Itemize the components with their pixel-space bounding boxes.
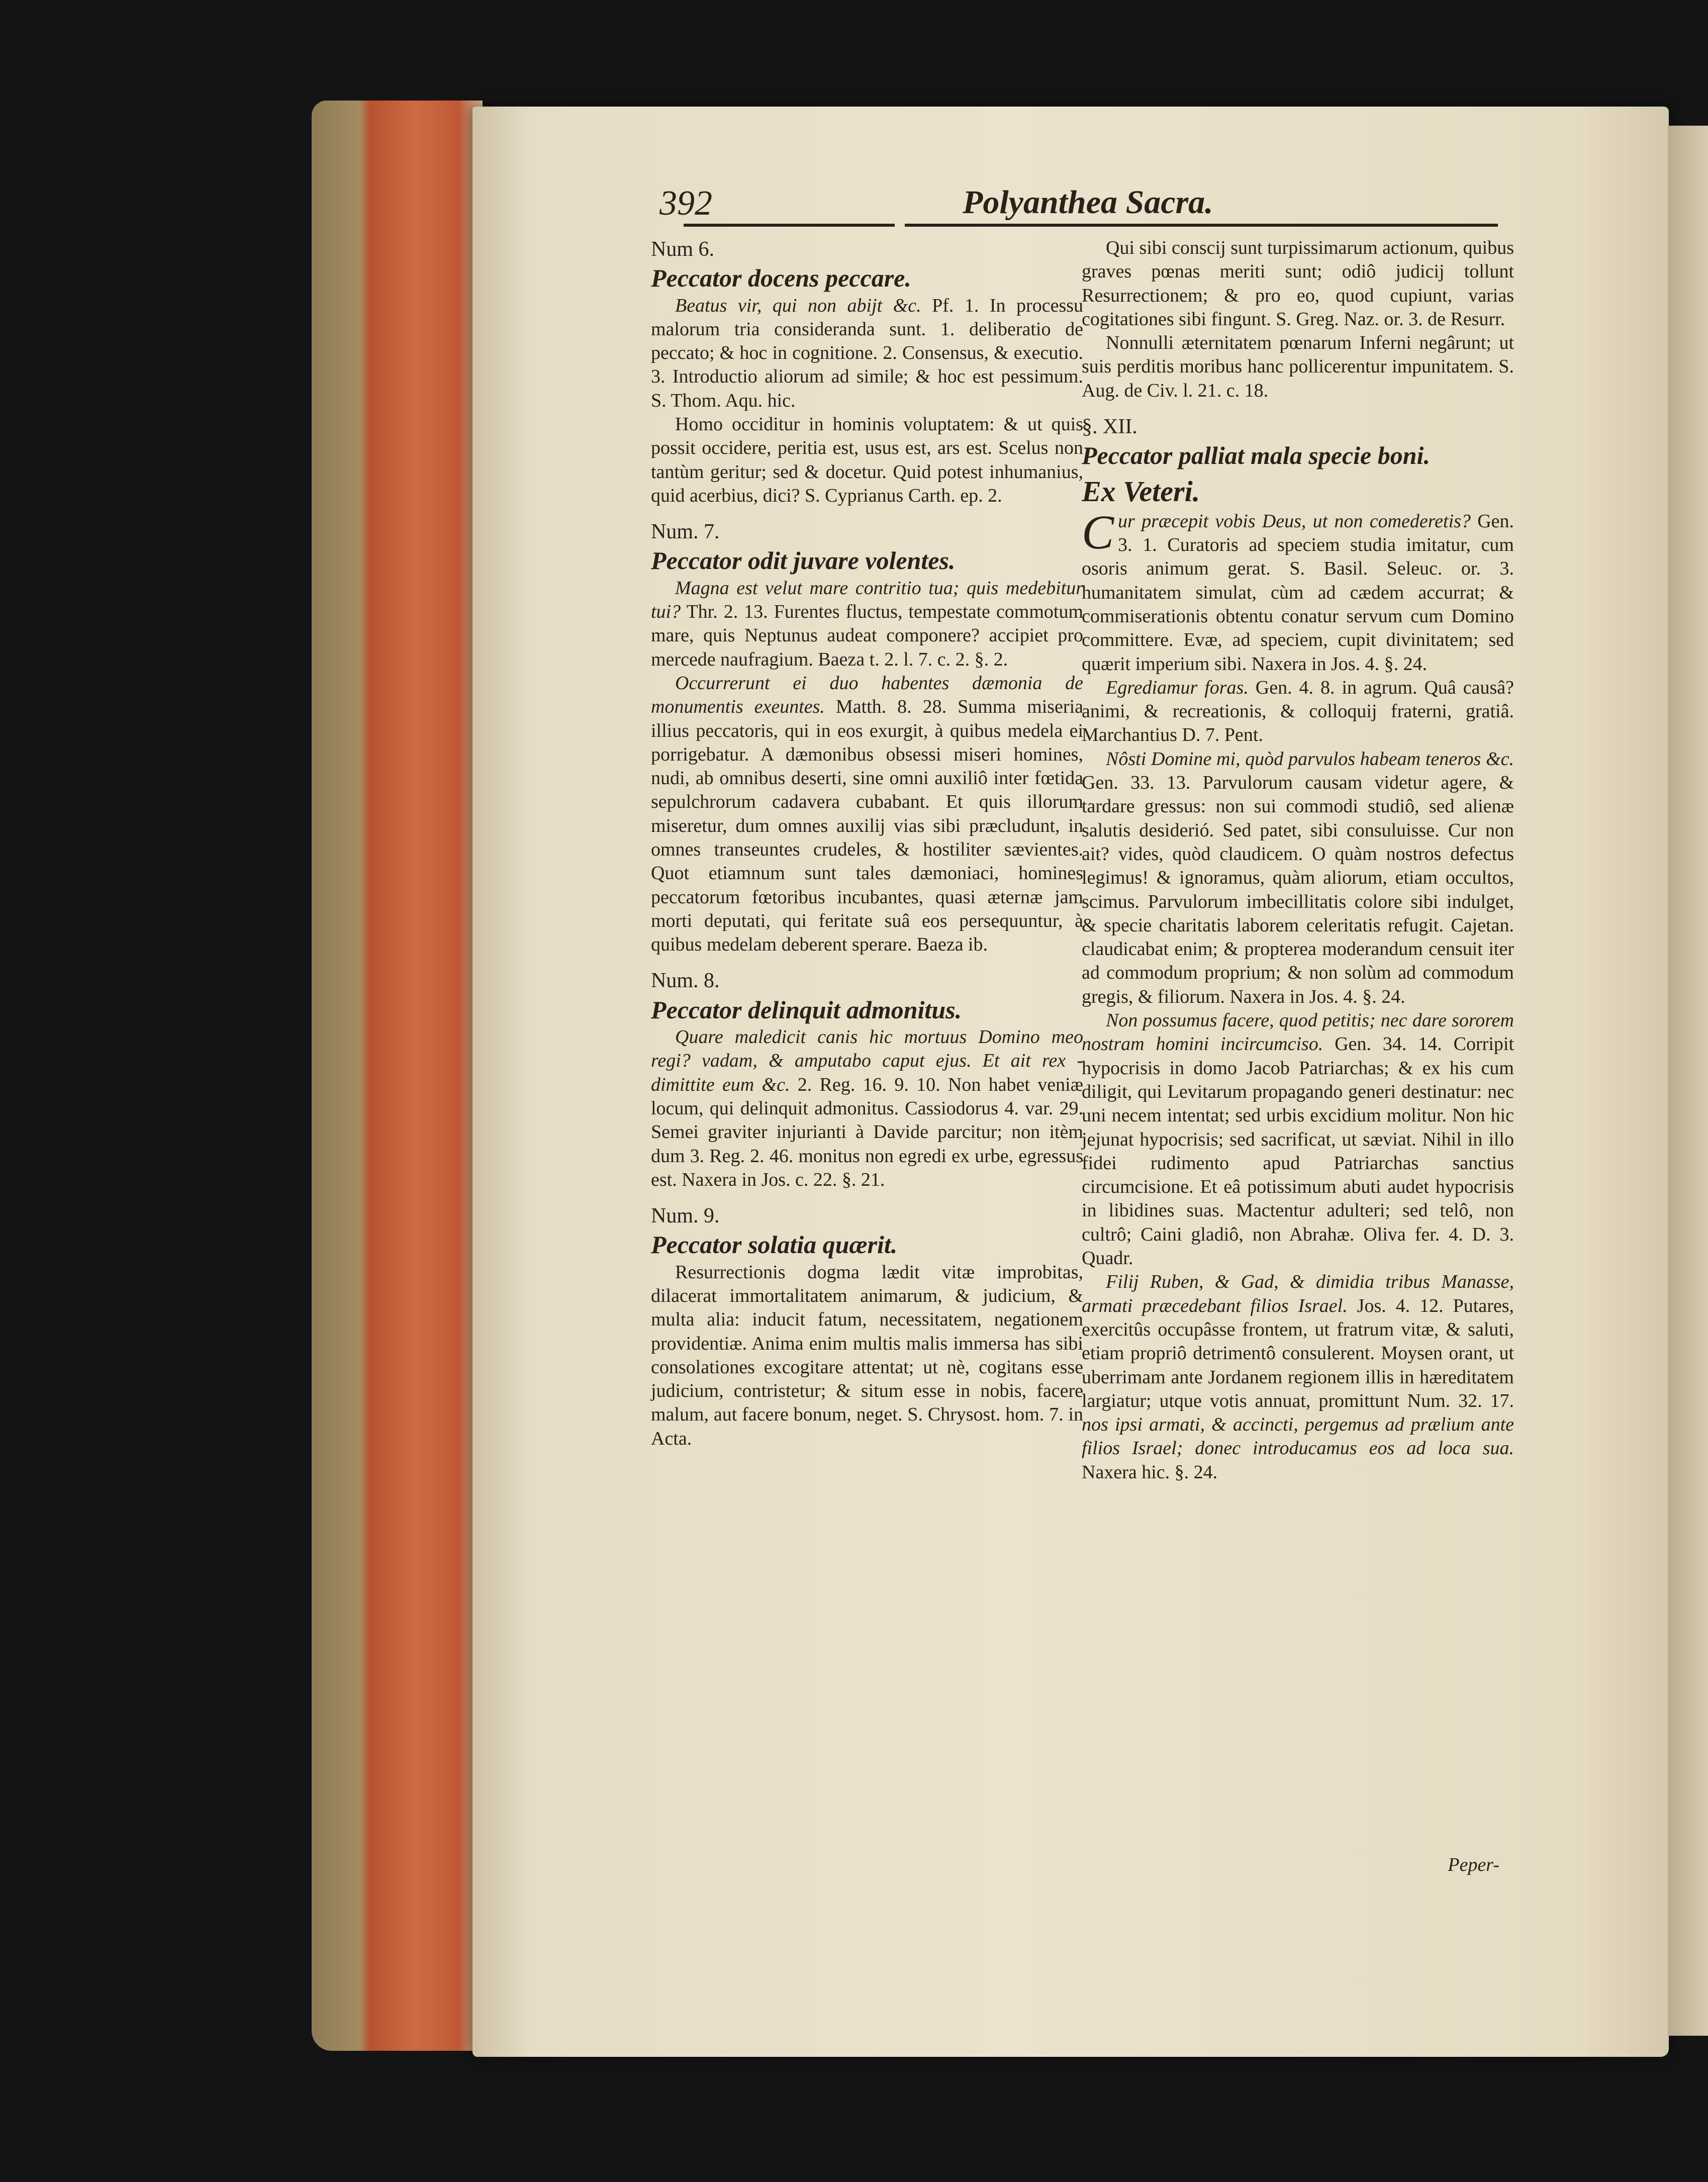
paragraph (651, 672, 1083, 957)
section-number: Num. 9. (651, 1204, 720, 1228)
section-title: Peccator solatia quærit. (651, 1230, 898, 1259)
paragraph-text: Gen. 34. 14. Corripit hypocrisis in domo Jacob Patriarchas; & ex his cum diligit, qui Levitarum propagando generi destinatur: nec uni necem intentat; sed urbis excidium molitur. Non hic jejunat hypocrisis; sed sacrificat, ut sæviat. Nihil in illo fidei rudimento apud Patriarchas sanctius circumcisione. Et eâ potissimum abuti audet hypocrisis in libidines suas. Mactentur adulteri; sed telô, non cultrô; Caini gladiô, non Abrahæ. Oliva fer. 4. D. 3. Quadr. (1082, 1033, 1514, 1269)
header-rule-left (684, 224, 895, 227)
catchword: Peper- (1448, 1854, 1499, 1875)
section-title: Peccator odit juvare volentes. (651, 546, 956, 575)
paragraph: Homo occiditur in hominis voluptatem: & ut quis possit occidere, peritia est, usus est, ars est. Scelus non tantùm geritur; sed & docetur. Quid potest inhumanius, quid acerbius, dici? S. Cyprianus Carth. ep. 2. (651, 414, 1083, 506)
paragraph-text: Gen. 4. 8. in agrum. Quâ causâ? animi, & recreationis, & colloquij fraterni, gratiâ. Marchantius D. 7. Pent. (1082, 677, 1514, 746)
scripture-citation: Nôsti Domine mi, quòd parvulos habeam teneros &c. (1106, 748, 1514, 770)
paragraph: Qui sibi conscij sunt turpissimarum actionum, quibus graves pœnas meriti sunt; odiô judicij tollunt Resurrectionem; & pro eo, quod cupiunt, varias cogitationes sibi fingunt. S. Greg. Naz. or. 3. de Resurr. (1082, 237, 1514, 330)
paragraph (1082, 1270, 1514, 1484)
scripture-citation: Magna est velut mare contritio tua; quis medebitur tui? (651, 577, 1083, 623)
paragraph-text: 2. Reg. 16. 9. 10. Non habet veniæ locum, qui delinquit admonitus. Cassiodorus 4. var. 29. Semei graviter injurianti à Davide parcitur; non itèm dum 3. Reg. 2. 46. monitus non egredi ex urbe, egressus est. Naxera in Jos. c. 22. §. 21. (651, 1074, 1084, 1190)
scripture-citation: Filij Ruben, & Gad, & dimidia tribus Manasse, armati præcedebant filios Israel. (1082, 1271, 1514, 1316)
paragraph-text: Pf. 1. In processu malorum tria consideranda sunt. 1. deliberatio de peccato; & hoc in cognitione. 2. Consensus, & executio. 3. Introductio aliorum ad simile; & hoc est pessimum. S. Thom. Aqu. hic. (651, 295, 1084, 411)
left-column (651, 236, 1083, 1451)
paragraph: Resurrectionis dogma lædit vitæ improbitas, dilacerat immortalitatem animarum, & judicium, & multa alia: inducit fatum, necessitatem, negationem providentiæ. Anima enim multis malis immersa has sibi consolationes excogitare attentat; ut nè, cogitans esse judicium, contristetur; & situm esse in nobis, facere malum, aut facere bonum, neget. S. Chrysost. hom. 7. in Acta. (651, 1261, 1083, 1449)
book-fore-edge (312, 101, 483, 2051)
running-title: Polyanthea Sacra. (963, 184, 1213, 221)
section-title: Peccator docens peccare. (651, 264, 911, 293)
scripture-citation: Occurrerunt ei duo habentes dæmonia de monumentis exeuntes. (651, 672, 1083, 718)
scripture-citation: nos ipsi armati, & accincti, pergemus ad prælium ante filios Israel; donec introducamus eos ad loca sua. (1082, 1414, 1514, 1459)
section-title: Peccator delinquit admonitus. (651, 995, 962, 1024)
paragraph-text: Gen. 33. 13. Parvulorum causam videtur agere, & tardare gressus: non sui commodi studiô, sed alienæ salutis desiderió. Sed patet, sibi consuluisse. Cur non ait? vides, quòd claudicem. O quàm nostros defectus legimus! & ignoramus, quàm aliorum, etiam occultos, scimus. Parvulorum imbecillitatis colore sibi indulget, & specie charitatis laborem celeritatis refugit. Cajetan. claudicabat enim; & propterea moderandum censuit iter ad commodum proprium; & non solùm ad commodum gregis, & filiorum. Naxera in Jos. 4. §. 24. (1082, 772, 1514, 1007)
facing-page-edge (1668, 126, 1708, 2036)
paragraph: Nonnulli æternitatem pœnarum Inferni negârunt; ut suis perditis moribus hanc pollicerentur impunitatem. S. Aug. de Civ. l. 21. c. 18. (1082, 332, 1514, 401)
paragraph-text: Naxera hic. §. 24. (1082, 1461, 1218, 1483)
scripture-citation: Quare maledicit canis hic mortuus Domino meo regi? vadam, & amputabo caput ejus. Et ait rex - dimittite eum &c. (651, 1026, 1083, 1095)
section-subtitle: Ex Veteri. (1082, 475, 1200, 508)
section-number: Num 6. (651, 238, 714, 261)
section-title: Peccator palliat mala specie boni. (1082, 441, 1430, 470)
paragraph-text: Matth. 8. 28. Summa miseria illius peccatoris, qui in eos exurgit, à quibus medela ei porrigebatur. A dæmonibus obsessi miseri homines, nudi, ab omnibus deserti, sine omni auxiliô inter fœtida sepulchrorum cadavera cubabant. Et quis illorum miseretur, dum omnes auxilij vias sibi præcludunt, in omnes transeuntes crudeles, & hostiliter sævientes. Quot etiamnum sunt tales dæmoniaci, homines peccatorum fœtoribus incubantes, quasi æternæ jam morti deputati, qui feritate suâ eos persequuntur, à quibus medelam deberent sperare. Baeza ib. (651, 696, 1084, 956)
section-number: Num. 7. (651, 520, 720, 544)
right-column (1082, 236, 1514, 1484)
drop-cap: C (1082, 505, 1114, 559)
scripture-citation: Beatus vir, qui non abijt &c. (675, 295, 921, 316)
paragraph (1082, 1009, 1514, 1270)
scripture-citation: ur præcepit vobis Deus, ut non comederetis? (1118, 510, 1471, 532)
paragraph-text: Jos. 4. 12. Putares, exercitûs occupâsse frontem, ut fratrum vitæ, & saluti, etiam propriô detrimentô consulerent. Moysen orant, ut uberrimam ante Jordanem regionem illis in hæreditatem largiatur; utque votis annuat, promittunt Num. 32. 17. (1082, 1295, 1514, 1411)
paragraph (1082, 676, 1514, 747)
scripture-citation: Non possumus facere, quod petitis; nec dare sororem nostram homini incircumciso. (1082, 1010, 1514, 1055)
section-number: Num. 8. (651, 969, 720, 993)
paragraph-text: Gen. 3. 1. Curatoris ad speciem studia imitatur, cum osoris animum gerat. S. Basil. Seleuc. or. 3. humanitatem simulat, cùm ad cædem accurrat; & commiserationis obtentu conatur servum cum Domino committere. Evæ, ad speciem, cupit divinitatem; sed quærit imperium sibi. Naxera in Jos. 4. §. 24. (1082, 510, 1514, 675)
paragraph-text: Thr. 2. 13. Furentes fluctus, tempestate commotum mare, quis Neptunus audeat componere? accipiet pro mercede naufragium. Baeza t. 2. l. 7. c. 2. §. 2. (651, 601, 1083, 670)
paragraph (1082, 505, 1514, 676)
paragraph (1082, 747, 1514, 1009)
scripture-citation: Egrediamur foras. (1106, 677, 1249, 698)
header-rule-right (905, 224, 1498, 227)
paragraph (651, 1025, 1083, 1192)
section-number: §. XII. (1082, 415, 1137, 439)
paragraph (651, 294, 1083, 413)
paragraph (651, 577, 1083, 672)
page-number: 392 (659, 184, 712, 223)
